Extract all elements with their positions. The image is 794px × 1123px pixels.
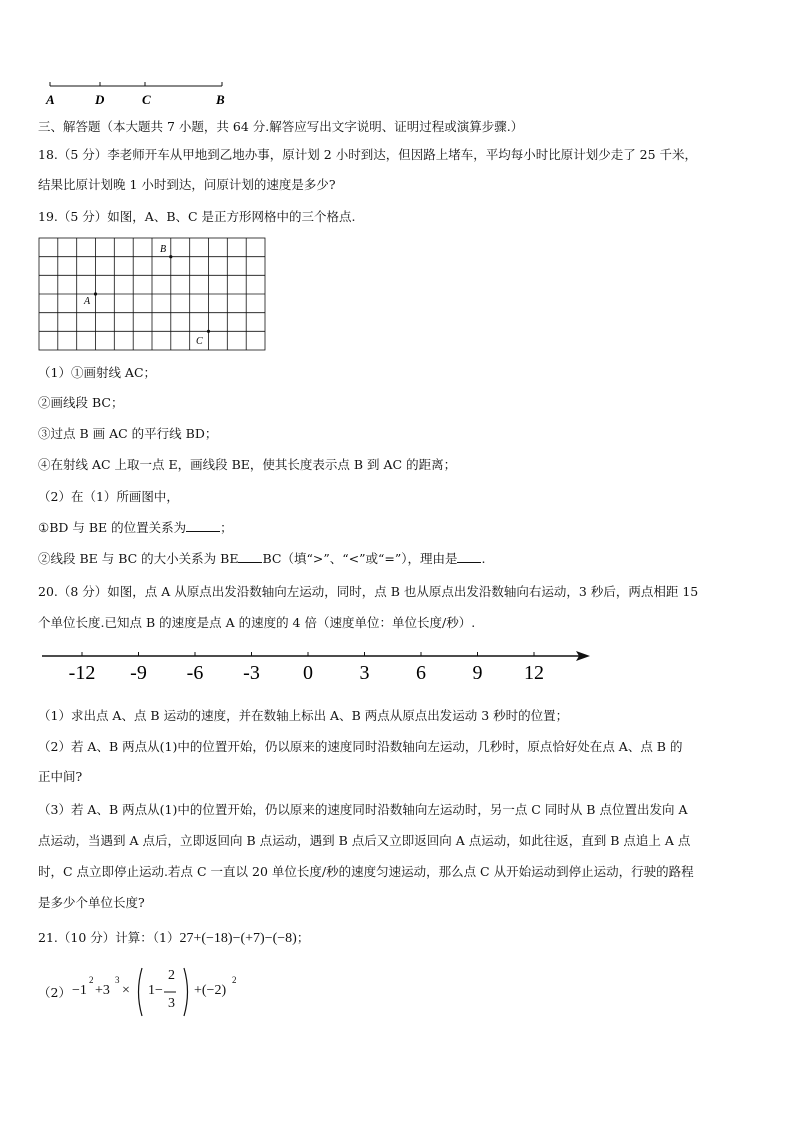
q19-part2-b bbox=[38, 550, 485, 568]
q19-part2-b-text: ②线段 BE 与 BC 的大小关系为 BE bbox=[38, 551, 239, 566]
expr2-times: × bbox=[122, 983, 130, 998]
q20-sub3-line4: 是多少个单位长度? bbox=[38, 895, 145, 910]
q18-line2: 结果比原计划晚 1 小时到达，问原计划的速度是多少? bbox=[38, 177, 336, 192]
answer-blank[interactable] bbox=[186, 519, 220, 532]
q19-part2-a-text: ①BD 与 BE 的位置关系为 bbox=[38, 520, 187, 535]
grid-point-b bbox=[169, 255, 172, 258]
number-line-label: 12 bbox=[524, 662, 544, 684]
q21-part2-label: （2） bbox=[38, 985, 71, 1000]
expr2-paren-group bbox=[134, 966, 194, 1018]
grid-point-c bbox=[207, 330, 210, 333]
grid-label-a: A bbox=[84, 296, 91, 307]
q20-sub3-line2: 点运动，当遇到 A 点后，立即返回向 B 点运动，遇到 B 点后又立即返回向 A 点运动，如此往返，直到 B 点追上 A 点 bbox=[38, 833, 691, 848]
q19-stem: 19.（5 分）如图，A、B、C 是正方形网格中的三个格点. bbox=[38, 209, 356, 224]
q20-sub2-line2: 正中间? bbox=[38, 769, 83, 784]
q21-expr1-end: ； bbox=[296, 930, 310, 945]
q20-sub2-line1: （2）若 A、B 两点从(1)中的位置开始，仍以原来的速度同时沿数轴向左运动，几秒时，原点恰好处在点 A、点 B 的 bbox=[38, 739, 683, 754]
expr2-frac-numerator: 2 bbox=[168, 968, 175, 983]
expr2-term1: −1 bbox=[72, 983, 87, 998]
q20-sub3-line3: 时，C 点立即停止运动.若点 C 一直以 20 单位长度/秒的速度匀速运动，那么点 C 从开始运动到停止运动，行驶的路程 bbox=[38, 864, 694, 879]
answer-blank[interactable] bbox=[238, 550, 262, 563]
q19-part1-a: （1）①画射线 AC； bbox=[38, 365, 157, 380]
q21-line1 bbox=[38, 929, 309, 948]
grid-label-c: C bbox=[196, 336, 203, 347]
q19-part2-a-end: ； bbox=[220, 520, 233, 535]
number-line-label: 0 bbox=[303, 662, 313, 684]
expr2-frac-denominator: 3 bbox=[168, 996, 175, 1011]
grid-label-b: B bbox=[160, 244, 167, 255]
square-grid bbox=[38, 237, 268, 353]
expr2-exp3: 2 bbox=[232, 975, 237, 985]
q21-expression-1: 27+(−18)−(+7)−(−8) bbox=[179, 931, 297, 946]
number-line-label: 9 bbox=[472, 662, 483, 684]
q19-part2: （2）在（1）所画图中， bbox=[38, 489, 179, 504]
q21-expression-2 bbox=[72, 962, 252, 1022]
expr2-one-minus: 1− bbox=[148, 983, 163, 998]
segment-figure bbox=[44, 80, 234, 110]
segment-label-a: A bbox=[46, 92, 55, 107]
segment-label-c: C bbox=[142, 92, 151, 107]
q18-line1: 18.（5 分）李老师开车从甲地到乙地办事，原计划 2 小时到达，但因路上堵车，平均每小时比原计划少走了 25 千米， bbox=[38, 147, 698, 162]
q20-line2: 个单位长度.已知点 B 的速度是点 A 的速度的 4 倍（速度单位：单位长度/秒）. bbox=[38, 615, 476, 630]
number-line-label: -6 bbox=[186, 662, 204, 684]
grid-lines bbox=[39, 238, 265, 350]
q19-part2-b-mid: BC（填“>”、“<”或“=”），理由是 bbox=[262, 551, 458, 566]
expr2-term2: +3 bbox=[95, 983, 110, 998]
number-line-label: 3 bbox=[359, 662, 370, 684]
number-line-ticks bbox=[69, 652, 544, 684]
segment-label-b: B bbox=[216, 92, 225, 107]
number-line-label: 6 bbox=[416, 662, 426, 684]
q20-line1: 20.（8 分）如图，点 A 从原点出发沿数轴向左运动，同时，点 B 也从原点出发沿数轴向右运动，3 秒后，两点相距 15 bbox=[38, 584, 699, 599]
segment-label-d: D bbox=[95, 92, 105, 107]
expr2-exp2: 3 bbox=[115, 975, 120, 985]
expr2-exp1: 2 bbox=[89, 975, 94, 985]
q19-part2-b-end: . bbox=[481, 551, 486, 566]
section-heading: 三、解答题（本大题共 7 小题，共 64 分.解答应写出文字说明、证明过程或演算步骤.） bbox=[38, 119, 524, 134]
grid-point-a bbox=[94, 292, 97, 295]
q19-part1-b: ②画线段 BC； bbox=[38, 395, 124, 410]
number-line bbox=[38, 644, 598, 686]
number-line-label: -3 bbox=[243, 662, 260, 684]
q21-intro: 21.（10 分）计算：（1） bbox=[38, 930, 180, 945]
number-line-label: -9 bbox=[130, 662, 147, 684]
q20-sub3-line1: （3）若 A、B 两点从(1)中的位置开始，仍以原来的速度同时沿数轴向左运动时，另一点 C 同时从 B 点位置出发向 A bbox=[38, 802, 688, 817]
q19-part1-c: ③过点 B 画 AC 的平行线 BD； bbox=[38, 426, 218, 441]
q19-part2-a bbox=[38, 519, 233, 537]
number-line-label: -12 bbox=[68, 662, 96, 684]
expr2-term3: +(−2) bbox=[194, 983, 227, 998]
q20-sub1: （1）求出点 A、点 B 运动的速度，并在数轴上标出 A、B 两点从原点出发运动 3 秒时的位置； bbox=[38, 708, 569, 723]
answer-blank[interactable] bbox=[457, 550, 481, 563]
q19-part1-d: ④在射线 AC 上取一点 E，画线段 BE，使其长度表示点 B 到 AC 的距离； bbox=[38, 457, 457, 472]
